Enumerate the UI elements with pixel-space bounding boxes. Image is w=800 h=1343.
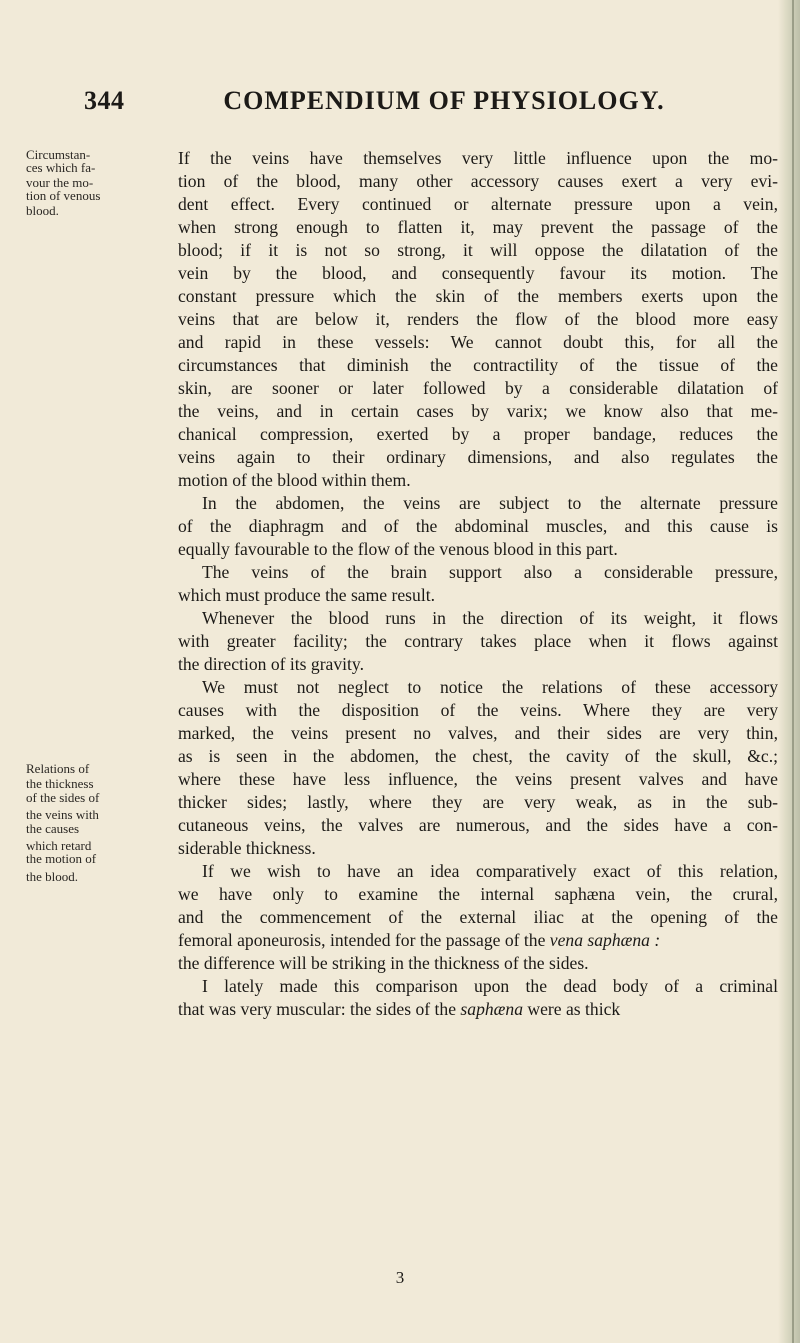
text-line: blood; if it is not so strong, it will oppose the dilatation of the — [178, 240, 778, 260]
text-segment: femoral aponeurosis, intended for the passage of the — [178, 930, 546, 950]
text-segment: were as thick — [527, 999, 621, 1019]
text-line — [178, 998, 778, 1021]
text-segment: that was very muscular: the sides of the — [178, 999, 457, 1019]
text-line: the direction of its gravity. — [178, 654, 364, 674]
signature-mark: 3 — [395, 1268, 405, 1287]
margin-note-line: Relations of — [26, 761, 90, 776]
margin-note-line: the blood. — [26, 868, 78, 884]
margin-note-line: blood. — [26, 202, 59, 218]
text-line: The veins of the brain support also a considerable pressure, — [202, 562, 778, 582]
text-line: motion of the blood within them. — [178, 470, 411, 490]
text-line: causes with the disposition of the veins. Where they are very — [178, 700, 778, 720]
text-line: vein by the blood, and consequently favour its motion. The — [178, 263, 778, 283]
text-line: Whenever the blood runs in the direction of its weight, it flows — [202, 608, 778, 628]
text-line: tion of the blood, many other accessory causes exert a very evi- — [178, 171, 778, 191]
italic-term: vena saphæna : — [549, 930, 661, 950]
body-text — [178, 147, 778, 1021]
text-line — [178, 929, 778, 952]
margin-note-line: tion of venous — [26, 188, 101, 204]
margin-note-line: the thickness — [26, 776, 94, 792]
margin-note-line: the causes — [26, 820, 80, 836]
text-line: cutaneous veins, the valves are numerous, and the sides have a con- — [178, 815, 778, 835]
text-line: siderable thickness. — [178, 838, 316, 858]
margin-note-line: Circumstan- — [26, 147, 91, 162]
text-line: when strong enough to flatten it, may prevent the passage of the — [178, 217, 778, 237]
text-line: I lately made this comparison upon the dead body of a criminal — [202, 976, 778, 996]
text-line: constant pressure which the skin of the members exerts upon the — [178, 286, 778, 306]
text-line: veins that are below it, renders the flow of the blood more easy — [178, 309, 778, 329]
text-line: equally favourable to the flow of the venous blood in this part. — [178, 539, 618, 559]
text-line: with greater facility; the contrary takes place when it flows against — [178, 631, 778, 651]
text-line: In the abdomen, the veins are subject to the alternate pressure — [202, 493, 778, 513]
italic-term: saphæna — [460, 999, 523, 1019]
margin-note-line: the veins with — [26, 807, 99, 823]
text-line: marked, the veins present no valves, and their sides are very thin, — [178, 723, 778, 743]
margin-note-relations — [26, 762, 146, 883]
text-line: as is seen in the abdomen, the chest, the cavity of the skull, &c.; — [178, 746, 778, 766]
page-edge-line — [792, 0, 794, 1343]
margin-note-line: which retard — [26, 838, 92, 854]
margin-note-line: the motion of — [26, 851, 97, 867]
text-line: dent effect. Every continued or alternate pressure upon a vein, — [178, 194, 778, 214]
text-line: where these have less influence, the veins present valves and have — [178, 769, 778, 789]
text-line: we have only to examine the internal saphæna vein, the crural, — [178, 884, 778, 904]
text-line: the veins, and in certain cases by varix; we know also that me- — [178, 401, 778, 421]
text-line: and rapid in these vessels: We cannot doubt this, for all the — [178, 332, 778, 352]
text-line: and the commencement of the external iliac at the opening of the — [178, 907, 778, 927]
text-line: If we wish to have an idea comparatively exact of this relation, — [202, 861, 778, 881]
text-line: veins again to their ordinary dimensions, and also regulates the — [178, 447, 778, 467]
running-title: COMPENDIUM OF PHYSIOLOGY. — [223, 86, 665, 115]
text-line: skin, are sooner or later followed by a considerable dilatation of — [178, 378, 778, 398]
text-line: thicker sides; lastly, where they are very weak, as in the sub- — [178, 792, 778, 812]
running-header — [84, 86, 744, 126]
margin-note-circumstances — [26, 148, 146, 217]
text-line: of the diaphragm and of the abdominal muscles, and this cause is — [178, 516, 778, 536]
text-line: If the veins have themselves very little influence upon the mo- — [178, 148, 778, 168]
margin-note-line: ces which fa- — [26, 160, 96, 176]
text-line: which must produce the same result. — [178, 585, 435, 605]
text-line: We must not neglect to notice the relations of these accessory — [202, 677, 778, 697]
margin-note-line: of the sides of — [26, 789, 100, 805]
text-line: the difference will be striking in the thickness of the sides. — [178, 953, 589, 973]
page-number: 344 — [84, 86, 125, 115]
page-edge-shadow — [778, 0, 800, 1343]
text-line: chanical compression, exerted by a proper bandage, reduces the — [178, 424, 778, 444]
margin-note-line: vour the mo- — [26, 174, 94, 190]
text-line: circumstances that diminish the contractility of the tissue of the — [178, 355, 778, 375]
